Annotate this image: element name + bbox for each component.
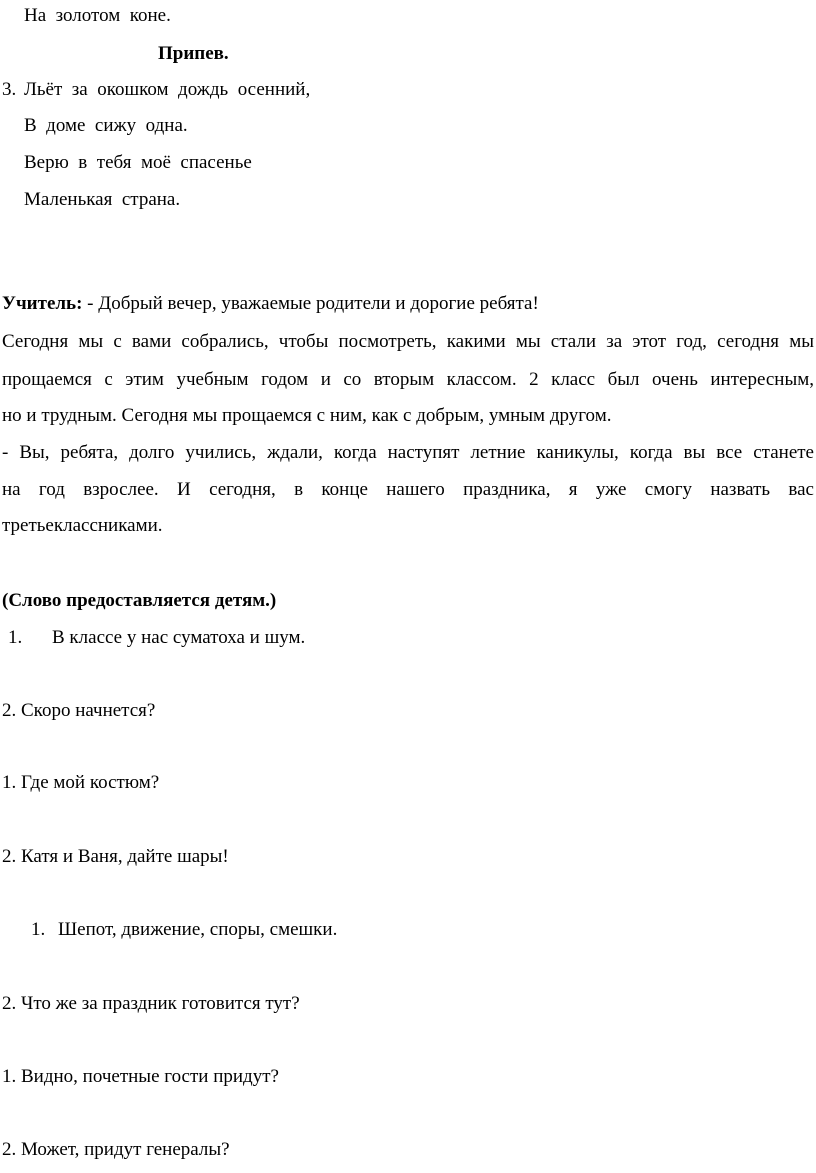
chorus-label: Припев. [158, 43, 229, 64]
list-item: В классе у нас суматоха и шум. [52, 627, 306, 648]
list-number: 1. [8, 627, 23, 648]
verse-line: Верю в тебя моё спасенье [24, 152, 252, 173]
dialogue-line: 1. Видно, почетные гости придут? [2, 1066, 279, 1087]
list-number: 1. [31, 919, 46, 940]
verse-line: Маленькая страна. [24, 189, 181, 210]
teacher-paragraph-line: на год взрослее. И сегодня, в конце нашего праздника, я уже смогу назвать вас [2, 479, 814, 500]
song-line: На золотом коне. [24, 5, 171, 26]
teacher-greeting: - Добрый вечер, уважаемые родители и дорогие ребята! [82, 293, 539, 314]
teacher-paragraph-line: но и трудным. Сегодня мы прощаемся с ним, как с добрым, умным другом. [2, 405, 612, 426]
dialogue-line: 2. Катя и Ваня, дайте шары! [2, 846, 229, 867]
verse-number: 3. [2, 79, 17, 100]
verse-line: Льёт за окошком дождь осенний, [24, 79, 311, 100]
children-heading: (Слово предоставляется детям.) [2, 590, 277, 611]
verse-line: В доме сижу одна. [24, 115, 188, 136]
dialogue-line: 2. Скоро начнется? [2, 700, 156, 721]
dialogue-line: 2. Что же за праздник готовится тут? [2, 993, 300, 1014]
list-item: Шепот, движение, споры, смешки. [58, 919, 338, 940]
teacher-greeting-line [2, 294, 539, 313]
teacher-paragraph-line: - Вы, ребята, долго учились, ждали, когда наступят летние каникулы, когда вы все станете [2, 442, 814, 463]
teacher-paragraph-line: третьеклассниками. [2, 515, 163, 536]
dialogue-line: 2. Может, придут генералы? [2, 1139, 230, 1160]
teacher-paragraph-line: Сегодня мы с вами собрались, чтобы посмотреть, какими мы стали за этот год, сегодня мы [2, 331, 814, 352]
teacher-label: Учитель: [2, 293, 83, 314]
teacher-paragraph-line: прощаемся с этим учебным годом и со вторым классом. 2 класс был очень интересным, [2, 369, 814, 390]
dialogue-line: 1. Где мой костюм? [2, 772, 160, 793]
